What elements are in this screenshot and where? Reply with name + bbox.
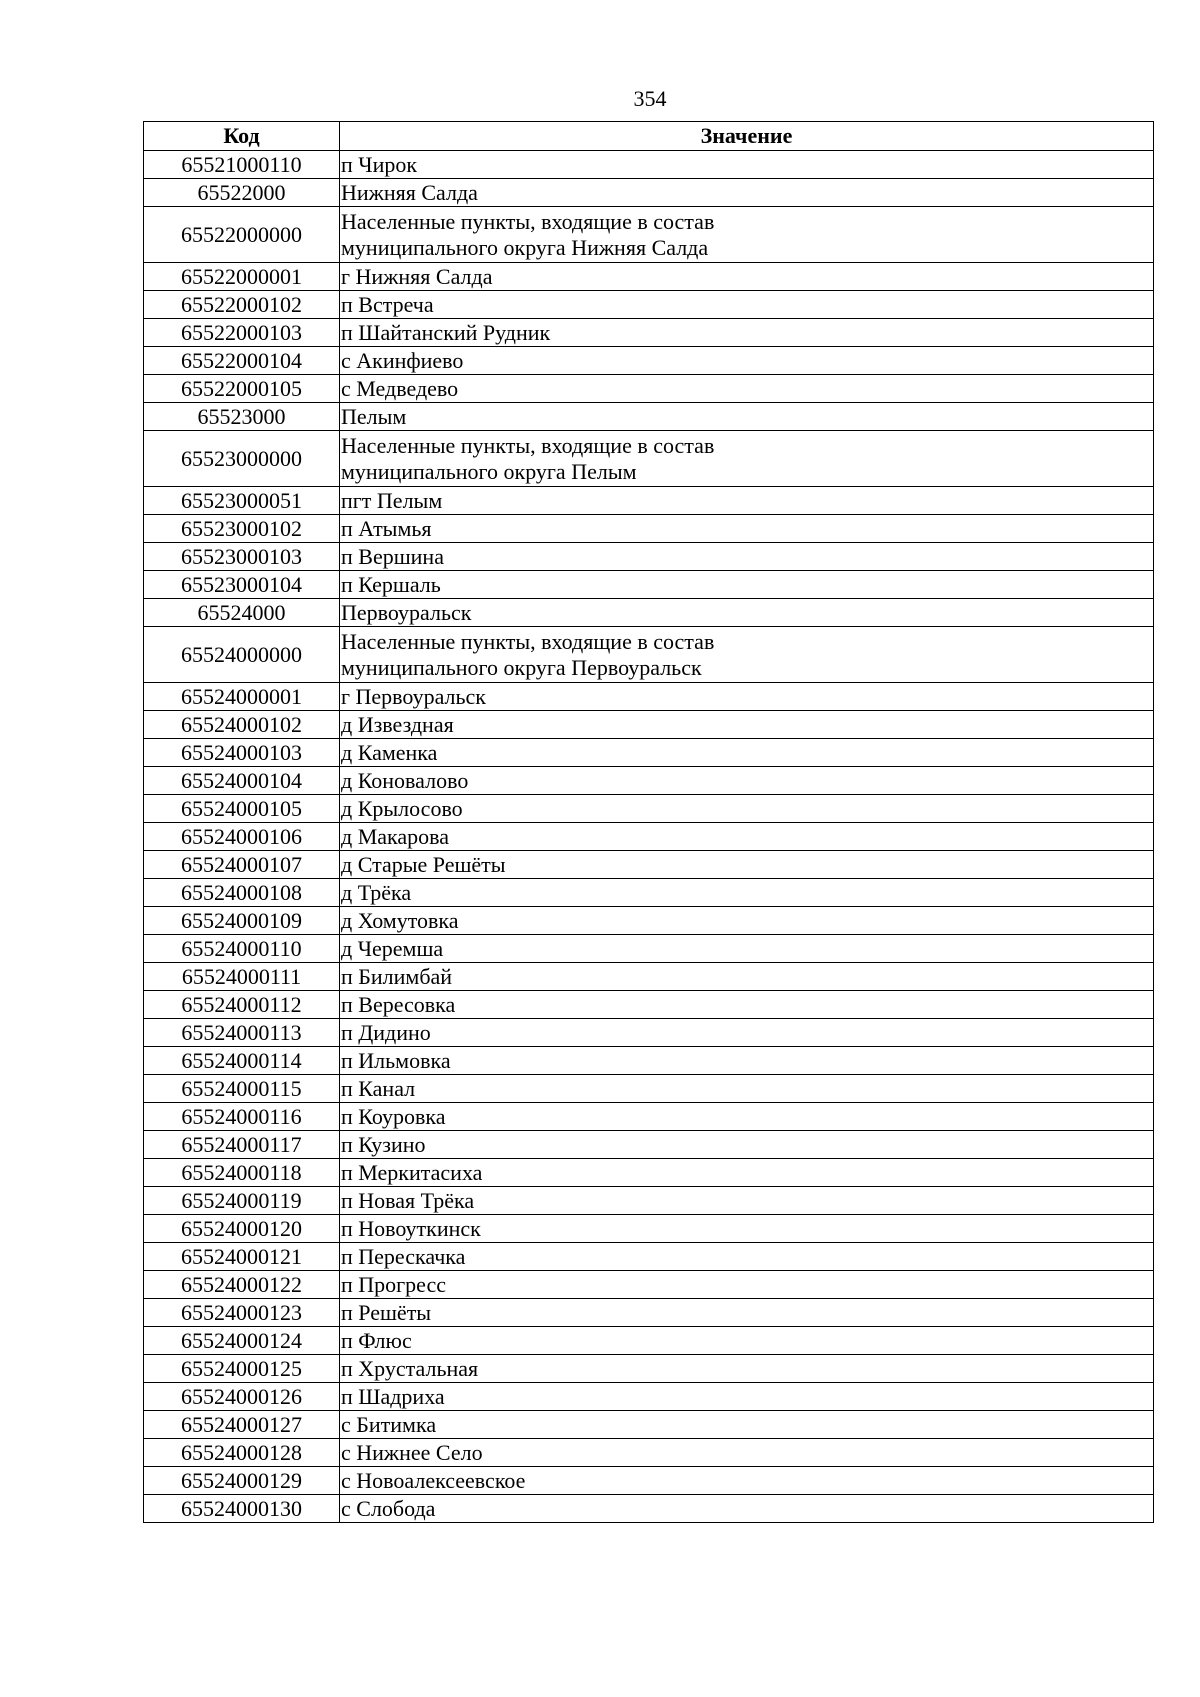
table-row	[144, 1355, 1154, 1383]
table-row	[144, 543, 1154, 571]
table-row	[144, 627, 1154, 683]
codes-table	[143, 121, 1154, 1523]
cell-value: п Кузино	[340, 1131, 1154, 1159]
cell-code: 65522000104	[144, 347, 340, 375]
table-body	[144, 151, 1154, 1523]
table-row	[144, 823, 1154, 851]
cell-value: д Черемша	[340, 935, 1154, 963]
table-row	[144, 1271, 1154, 1299]
cell-value: д Хомутовка	[340, 907, 1154, 935]
cell-code: 65524000000	[144, 627, 340, 683]
table-row	[144, 1299, 1154, 1327]
cell-value: г Нижняя Салда	[340, 263, 1154, 291]
cell-code: 65524000115	[144, 1075, 340, 1103]
table-row	[144, 403, 1154, 431]
cell-code: 65524000106	[144, 823, 340, 851]
table-row	[144, 711, 1154, 739]
cell-value: д Каменка	[340, 739, 1154, 767]
table-row	[144, 1159, 1154, 1187]
table-row	[144, 683, 1154, 711]
cell-code: 65524000114	[144, 1047, 340, 1075]
cell-code: 65524000122	[144, 1271, 340, 1299]
cell-code: 65524000130	[144, 1495, 340, 1523]
table-row	[144, 151, 1154, 179]
cell-value: п Ильмовка	[340, 1047, 1154, 1075]
cell-code: 65524000	[144, 599, 340, 627]
table-row	[144, 879, 1154, 907]
cell-value: с Битимка	[340, 1411, 1154, 1439]
cell-code: 65524000107	[144, 851, 340, 879]
table-row	[144, 1019, 1154, 1047]
cell-code: 65524000111	[144, 963, 340, 991]
cell-value: д Старые Решёты	[340, 851, 1154, 879]
cell-code: 65524000126	[144, 1383, 340, 1411]
cell-value: д Крылосово	[340, 795, 1154, 823]
cell-code: 65524000120	[144, 1215, 340, 1243]
cell-code: 65524000112	[144, 991, 340, 1019]
cell-value: п Новоуткинск	[340, 1215, 1154, 1243]
table-row	[144, 319, 1154, 347]
cell-code: 65524000124	[144, 1327, 340, 1355]
table-row	[144, 1327, 1154, 1355]
cell-value: Нижняя Салда	[340, 179, 1154, 207]
table-row	[144, 767, 1154, 795]
table-header-row	[144, 122, 1154, 151]
cell-value: д Коновалово	[340, 767, 1154, 795]
table-row	[144, 515, 1154, 543]
table-row	[144, 1047, 1154, 1075]
cell-value: п Встреча	[340, 291, 1154, 319]
cell-code: 65524000119	[144, 1187, 340, 1215]
cell-value: п Флюс	[340, 1327, 1154, 1355]
page-number: 354	[633, 86, 667, 111]
table-row	[144, 431, 1154, 487]
cell-code: 65524000103	[144, 739, 340, 767]
cell-value: с Нижнее Село	[340, 1439, 1154, 1467]
cell-value: пгт Пелым	[340, 487, 1154, 515]
cell-value: д Трёка	[340, 879, 1154, 907]
table-row	[144, 1187, 1154, 1215]
cell-code: 65521000110	[144, 151, 340, 179]
cell-code: 65522000105	[144, 375, 340, 403]
cell-value: с Акинфиево	[340, 347, 1154, 375]
cell-code: 65524000125	[144, 1355, 340, 1383]
cell-code: 65524000129	[144, 1467, 340, 1495]
cell-code: 65522000	[144, 179, 340, 207]
cell-value: д Извездная	[340, 711, 1154, 739]
table-row	[144, 263, 1154, 291]
cell-value: Пелым	[340, 403, 1154, 431]
cell-code: 65524000121	[144, 1243, 340, 1271]
cell-code: 65524000108	[144, 879, 340, 907]
cell-code: 65524000113	[144, 1019, 340, 1047]
column-header-value: Значение	[340, 122, 1154, 151]
cell-code: 65524000001	[144, 683, 340, 711]
cell-code: 65523000	[144, 403, 340, 431]
cell-value: п Перескачка	[340, 1243, 1154, 1271]
cell-value: п Меркитасиха	[340, 1159, 1154, 1187]
cell-value: п Новая Трёка	[340, 1187, 1154, 1215]
cell-code: 65524000123	[144, 1299, 340, 1327]
table-row	[144, 851, 1154, 879]
cell-code: 65523000051	[144, 487, 340, 515]
cell-value: п Дидино	[340, 1019, 1154, 1047]
table-row	[144, 347, 1154, 375]
cell-value: Населенные пункты, входящие в состав муниципального округа Пелым	[340, 431, 1154, 487]
table-row	[144, 1467, 1154, 1495]
cell-value: п Кершаль	[340, 571, 1154, 599]
table-row	[144, 1215, 1154, 1243]
cell-code: 65524000105	[144, 795, 340, 823]
table-row	[144, 1075, 1154, 1103]
table-row	[144, 1103, 1154, 1131]
cell-code: 65523000000	[144, 431, 340, 487]
table-row	[144, 1383, 1154, 1411]
cell-code: 65524000128	[144, 1439, 340, 1467]
cell-value: п Билимбай	[340, 963, 1154, 991]
cell-value: п Канал	[340, 1075, 1154, 1103]
table-row	[144, 179, 1154, 207]
cell-code: 65523000102	[144, 515, 340, 543]
table-row	[144, 739, 1154, 767]
cell-code: 65523000104	[144, 571, 340, 599]
cell-value: Населенные пункты, входящие в состав муниципального округа Нижняя Салда	[340, 207, 1154, 263]
table-row	[144, 1411, 1154, 1439]
cell-value: с Слобода	[340, 1495, 1154, 1523]
cell-code: 65524000116	[144, 1103, 340, 1131]
cell-code: 65524000104	[144, 767, 340, 795]
cell-code: 65524000102	[144, 711, 340, 739]
cell-value: п Атымья	[340, 515, 1154, 543]
cell-value: п Чирок	[340, 151, 1154, 179]
cell-code: 65522000102	[144, 291, 340, 319]
table-row	[144, 1439, 1154, 1467]
cell-code: 65524000127	[144, 1411, 340, 1439]
column-header-code: Код	[144, 122, 340, 151]
cell-value: с Медведево	[340, 375, 1154, 403]
cell-code: 65524000118	[144, 1159, 340, 1187]
cell-value: п Вересовка	[340, 991, 1154, 1019]
table-row	[144, 207, 1154, 263]
cell-value: п Хрустальная	[340, 1355, 1154, 1383]
table-row	[144, 991, 1154, 1019]
cell-value: п Прогресс	[340, 1271, 1154, 1299]
cell-value: г Первоуральск	[340, 683, 1154, 711]
cell-code: 65524000110	[144, 935, 340, 963]
cell-value: с Новоалексеевское	[340, 1467, 1154, 1495]
table-row	[144, 599, 1154, 627]
cell-value: Первоуральск	[340, 599, 1154, 627]
cell-value: Населенные пункты, входящие в состав муниципального округа Первоуральск	[340, 627, 1154, 683]
cell-code: 65524000109	[144, 907, 340, 935]
table-row	[144, 963, 1154, 991]
table-row	[144, 1495, 1154, 1523]
cell-code: 65522000001	[144, 263, 340, 291]
cell-code: 65522000103	[144, 319, 340, 347]
table-row	[144, 291, 1154, 319]
cell-value: п Коуровка	[340, 1103, 1154, 1131]
table-row	[144, 907, 1154, 935]
table-row	[144, 375, 1154, 403]
cell-code: 65523000103	[144, 543, 340, 571]
cell-value: п Решёты	[340, 1299, 1154, 1327]
cell-value: п Вершина	[340, 543, 1154, 571]
table-row	[144, 571, 1154, 599]
cell-code: 65522000000	[144, 207, 340, 263]
table-row	[144, 935, 1154, 963]
cell-value: п Шадриха	[340, 1383, 1154, 1411]
table-row	[144, 1131, 1154, 1159]
table-row	[144, 795, 1154, 823]
table-row	[144, 1243, 1154, 1271]
cell-code: 65524000117	[144, 1131, 340, 1159]
cell-value: д Макарова	[340, 823, 1154, 851]
table-row	[144, 487, 1154, 515]
cell-value: п Шайтанский Рудник	[340, 319, 1154, 347]
